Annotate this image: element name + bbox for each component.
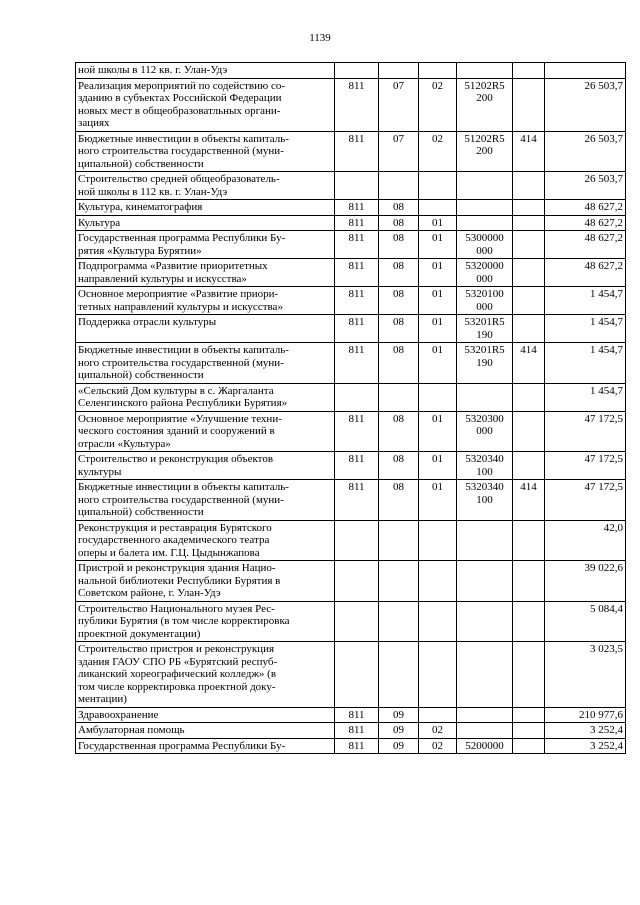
ved-cell: 811 <box>335 343 379 384</box>
ved-cell <box>335 383 379 411</box>
row-name-cell: Подпрограмма «Развитие приоритетных направлений культуры и искусства» <box>76 259 335 287</box>
rz-cell: 09 <box>379 738 419 754</box>
pr-cell <box>419 642 457 708</box>
ved-cell <box>335 63 379 79</box>
rz-cell <box>379 383 419 411</box>
ved-cell: 811 <box>335 723 379 739</box>
ved-cell <box>335 601 379 642</box>
csr-cell <box>457 601 513 642</box>
vr-cell <box>513 215 545 231</box>
table-row <box>76 259 626 287</box>
row-name-cell: Реализация мероприятий по содействию со- зданию в субъектах Российской Федерации новых мест в общеобразоватльных органи- зациях <box>76 78 335 131</box>
amount-cell: 5 084,4 <box>545 601 626 642</box>
budget-table <box>75 62 626 754</box>
amount-cell: 39 022,6 <box>545 561 626 602</box>
csr-cell <box>457 561 513 602</box>
csr-cell <box>457 723 513 739</box>
row-name-cell: Строительство средней общеобразователь- ной школы в 112 кв. г. Улан-Удэ <box>76 172 335 200</box>
pr-cell <box>419 172 457 200</box>
pr-cell: 02 <box>419 738 457 754</box>
ved-cell: 811 <box>335 707 379 723</box>
vr-cell <box>513 707 545 723</box>
pr-cell: 01 <box>419 231 457 259</box>
vr-cell <box>513 78 545 131</box>
table-row <box>76 200 626 216</box>
table-row <box>76 215 626 231</box>
table-row <box>76 707 626 723</box>
amount-cell: 3 252,4 <box>545 723 626 739</box>
amount-cell: 48 627,2 <box>545 200 626 216</box>
csr-cell: 5320000 000 <box>457 259 513 287</box>
amount-cell: 210 977,6 <box>545 707 626 723</box>
vr-cell <box>513 411 545 452</box>
ved-cell: 811 <box>335 411 379 452</box>
amount-cell: 48 627,2 <box>545 231 626 259</box>
amount-cell: 1 454,7 <box>545 287 626 315</box>
rz-cell: 08 <box>379 287 419 315</box>
amount-cell: 42,0 <box>545 520 626 561</box>
rz-cell: 08 <box>379 315 419 343</box>
table-row <box>76 642 626 708</box>
rz-cell: 08 <box>379 411 419 452</box>
pr-cell: 02 <box>419 131 457 172</box>
table-row <box>76 343 626 384</box>
rz-cell: 08 <box>379 215 419 231</box>
rz-cell: 08 <box>379 452 419 480</box>
pr-cell: 01 <box>419 343 457 384</box>
rz-cell <box>379 172 419 200</box>
table-row <box>76 231 626 259</box>
csr-cell: 5300000 000 <box>457 231 513 259</box>
rz-cell <box>379 642 419 708</box>
amount-cell: 48 627,2 <box>545 259 626 287</box>
amount-cell: 47 172,5 <box>545 480 626 521</box>
row-name-cell: Основное мероприятие «Развитие приори- тетных направлений культуры и искусства» <box>76 287 335 315</box>
csr-cell <box>457 215 513 231</box>
table-row <box>76 452 626 480</box>
table-row <box>76 172 626 200</box>
csr-cell: 53201R5 190 <box>457 315 513 343</box>
rz-cell <box>379 601 419 642</box>
vr-cell <box>513 63 545 79</box>
table-row <box>76 520 626 561</box>
vr-cell <box>513 200 545 216</box>
table-row <box>76 738 626 754</box>
row-name-cell: Бюджетные инвестиции в объекты капиталь- ного строительства государственной (муни- ципальной) собственности <box>76 131 335 172</box>
csr-cell <box>457 200 513 216</box>
table-row <box>76 63 626 79</box>
pr-cell <box>419 601 457 642</box>
vr-cell: 414 <box>513 131 545 172</box>
amount-cell: 26 503,7 <box>545 131 626 172</box>
ved-cell: 811 <box>335 78 379 131</box>
row-name-cell: Амбулаторная помощь <box>76 723 335 739</box>
table-body <box>76 63 626 754</box>
vr-cell <box>513 315 545 343</box>
table-row <box>76 78 626 131</box>
row-name-cell: Культура, кинематография <box>76 200 335 216</box>
csr-cell <box>457 707 513 723</box>
rz-cell: 08 <box>379 231 419 259</box>
pr-cell <box>419 383 457 411</box>
ved-cell <box>335 561 379 602</box>
table-row <box>76 480 626 521</box>
csr-cell <box>457 172 513 200</box>
amount-cell: 1 454,7 <box>545 383 626 411</box>
csr-cell: 5200000 <box>457 738 513 754</box>
rz-cell: 09 <box>379 707 419 723</box>
rz-cell <box>379 520 419 561</box>
table-row <box>76 287 626 315</box>
ved-cell: 811 <box>335 131 379 172</box>
vr-cell <box>513 723 545 739</box>
csr-cell <box>457 383 513 411</box>
row-name-cell: Основное мероприятие «Улучшение техни- ческого состояния зданий и сооружений в отрасли «Культура» <box>76 411 335 452</box>
pr-cell: 01 <box>419 215 457 231</box>
ved-cell: 811 <box>335 480 379 521</box>
csr-cell <box>457 63 513 79</box>
csr-cell <box>457 520 513 561</box>
vr-cell <box>513 452 545 480</box>
pr-cell: 01 <box>419 259 457 287</box>
ved-cell: 811 <box>335 259 379 287</box>
amount-cell: 1 454,7 <box>545 315 626 343</box>
ved-cell <box>335 520 379 561</box>
row-name-cell: Поддержка отрасли культуры <box>76 315 335 343</box>
csr-cell <box>457 642 513 708</box>
rz-cell: 07 <box>379 131 419 172</box>
rz-cell <box>379 561 419 602</box>
csr-cell: 5320340 100 <box>457 480 513 521</box>
rz-cell: 08 <box>379 480 419 521</box>
amount-cell: 47 172,5 <box>545 411 626 452</box>
amount-cell: 3 252,4 <box>545 738 626 754</box>
ved-cell: 811 <box>335 287 379 315</box>
amount-cell: 1 454,7 <box>545 343 626 384</box>
row-name-cell: Государственная программа Республики Бу- рятия «Культура Бурятии» <box>76 231 335 259</box>
pr-cell: 01 <box>419 287 457 315</box>
rz-cell: 08 <box>379 259 419 287</box>
row-name-cell: Строительство Национального музея Рес- публики Бурятия (в том числе корректировка проектной документации) <box>76 601 335 642</box>
amount-cell: 26 503,7 <box>545 78 626 131</box>
pr-cell: 01 <box>419 411 457 452</box>
table-row <box>76 561 626 602</box>
vr-cell <box>513 172 545 200</box>
pr-cell <box>419 200 457 216</box>
row-name-cell: Здравоохранение <box>76 707 335 723</box>
pr-cell: 02 <box>419 78 457 131</box>
vr-cell <box>513 520 545 561</box>
ved-cell <box>335 642 379 708</box>
row-name-cell: Бюджетные инвестиции в объекты капиталь- ного строительства государственной (муни- ципальной) собственности <box>76 480 335 521</box>
ved-cell: 811 <box>335 738 379 754</box>
pr-cell: 01 <box>419 315 457 343</box>
ved-cell: 811 <box>335 200 379 216</box>
vr-cell <box>513 383 545 411</box>
page-number: 1139 <box>309 32 331 44</box>
amount-cell <box>545 63 626 79</box>
pr-cell: 01 <box>419 452 457 480</box>
ved-cell: 811 <box>335 315 379 343</box>
row-name-cell: Пристрой и реконструкция здания Нацио- нальной библиотеки Республики Бурятия в Советском районе, г. Улан-Удэ <box>76 561 335 602</box>
row-name-cell: Культура <box>76 215 335 231</box>
row-name-cell: Реконструкция и реставрация Бурятского государственного академического театра оперы и балета им. Г.Ц. Цыдынжапова <box>76 520 335 561</box>
vr-cell: 414 <box>513 480 545 521</box>
csr-cell: 5320100 000 <box>457 287 513 315</box>
amount-cell: 3 023,5 <box>545 642 626 708</box>
vr-cell <box>513 561 545 602</box>
rz-cell: 08 <box>379 343 419 384</box>
pr-cell: 01 <box>419 480 457 521</box>
vr-cell <box>513 642 545 708</box>
rz-cell <box>379 63 419 79</box>
rz-cell: 08 <box>379 200 419 216</box>
row-name-cell: «Сельский Дом культуры в с. Жаргаланта Селенгинского района Республики Бурятия» <box>76 383 335 411</box>
table-row <box>76 411 626 452</box>
ved-cell: 811 <box>335 452 379 480</box>
rz-cell: 09 <box>379 723 419 739</box>
ved-cell: 811 <box>335 231 379 259</box>
vr-cell <box>513 231 545 259</box>
table-row <box>76 131 626 172</box>
csr-cell: 51202R5 200 <box>457 131 513 172</box>
ved-cell <box>335 172 379 200</box>
vr-cell <box>513 738 545 754</box>
row-name-cell: Бюджетные инвестиции в объекты капиталь- ного строительства государственной (муни- ципальной) собственности <box>76 343 335 384</box>
row-name-cell: Государственная программа Республики Бу- <box>76 738 335 754</box>
vr-cell <box>513 601 545 642</box>
csr-cell: 53201R5 190 <box>457 343 513 384</box>
table-row <box>76 723 626 739</box>
pr-cell <box>419 63 457 79</box>
table-row <box>76 315 626 343</box>
csr-cell: 5320340 100 <box>457 452 513 480</box>
vr-cell <box>513 259 545 287</box>
pr-cell <box>419 707 457 723</box>
pr-cell <box>419 520 457 561</box>
csr-cell: 51202R5 200 <box>457 78 513 131</box>
pr-cell: 02 <box>419 723 457 739</box>
amount-cell: 47 172,5 <box>545 452 626 480</box>
amount-cell: 48 627,2 <box>545 215 626 231</box>
vr-cell <box>513 287 545 315</box>
pr-cell <box>419 561 457 602</box>
row-name-cell: Строительство и реконструкция объектов культуры <box>76 452 335 480</box>
row-name-cell: Строительство пристроя и реконструкция здания ГАОУ СПО РБ «Бурятский респуб- ликанский хореографический колледж» (в том числе корректировка проектной доку- ментации) <box>76 642 335 708</box>
csr-cell: 5320300 000 <box>457 411 513 452</box>
ved-cell: 811 <box>335 215 379 231</box>
table-row <box>76 601 626 642</box>
row-name-cell: ной школы в 112 кв. г. Улан-Удэ <box>76 63 335 79</box>
amount-cell: 26 503,7 <box>545 172 626 200</box>
table-row <box>76 383 626 411</box>
rz-cell: 07 <box>379 78 419 131</box>
vr-cell: 414 <box>513 343 545 384</box>
